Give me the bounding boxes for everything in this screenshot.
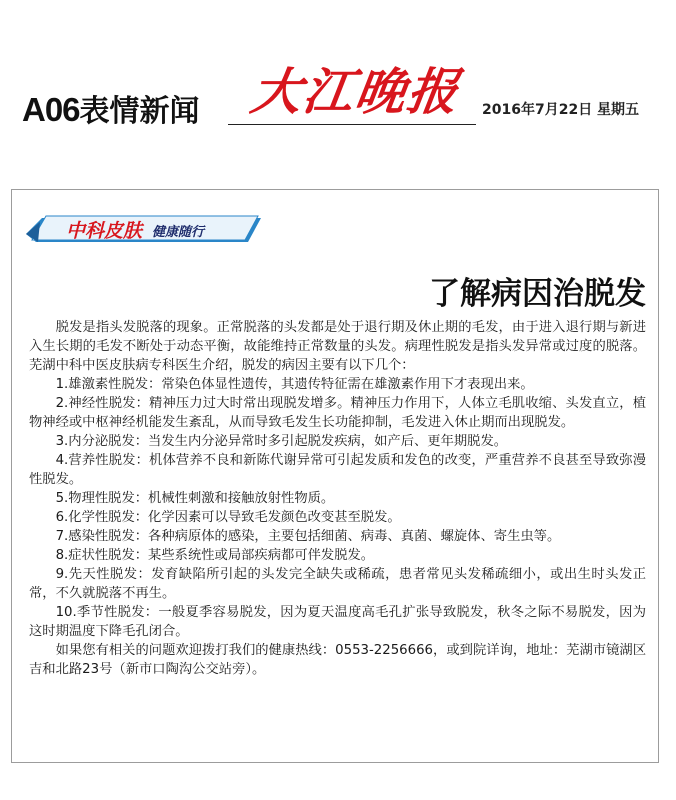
- column-banner: [26, 214, 261, 244]
- cause-item-8: 8.症状性脱发：某些系统性或局部疾病都可伴发脱发。: [55, 548, 375, 563]
- masthead-rule: [228, 124, 476, 125]
- cause-item-10: 10.季节性脱发：一般夏季容易脱发，因为夏天温度高毛孔扩张导致脱发，秋冬之际不易脱发，因为这时期温度下降毛孔闭合。: [29, 605, 646, 639]
- contact-info: 如果您有相关的问题欢迎拨打我们的健康热线：0553-2256666，或到院详询，地址：芜湖市镜湖区吉和北路23号（新市口陶沟公交站旁）。: [29, 643, 646, 677]
- cause-item-5: 5.物理性脱发：机械性刺激和接触放射性物质。: [55, 491, 335, 506]
- article-intro: 脱发是指头发脱落的现象。正常脱落的头发都是处于退行期及休止期的毛发，由于进入退行期与新进入生长期的毛发不断处于动态平衡，故能维持正常数量的头发。病理性脱发是指头发异常或过度的脱落。芜湖中科中医皮肤病专科医生介绍，脱发的病因主要有以下几个：: [29, 320, 646, 373]
- column-tagline: 健康随行: [152, 225, 205, 240]
- cause-item-3: 3.内分泌脱发：当发生内分泌异常时多引起脱发疾病，如产后、更年期脱发。: [55, 434, 508, 449]
- newspaper-masthead: [0, 0, 676, 140]
- section-name: 表情新闻: [79, 94, 200, 129]
- article-body: [29, 318, 646, 679]
- cause-item-2: 2.神经性脱发：精神压力过大时常出现脱发增多。精神压力作用下，人体立毛肌收缩、头发直立，植物神经或中枢神经机能发生紊乱，从而导致毛发生长功能抑制，毛发进入休止期而出现脱发。: [29, 396, 646, 430]
- page-number: A06: [22, 91, 80, 128]
- banner-ribbon-icon: [26, 214, 261, 244]
- cause-item-1: 1.雄激素性脱发：常染色体显性遗传，其遗传特征需在雄激素作用下才表现出来。: [55, 377, 534, 392]
- page-label: [22, 86, 200, 130]
- cause-item-4: 4.营养性脱发：机体营养不良和新陈代谢异常可引起发质和发色的改变，严重营养不良甚至导致弥漫性脱发。: [29, 453, 646, 487]
- cause-item-9: 9.先天性脱发：发育缺陷所引起的头发完全缺失或稀疏，患者常见头发稀疏细小，或出生时头发正常，不久就脱落不再生。: [29, 567, 646, 601]
- issue-date: 2016年7月22日 星期五: [482, 102, 640, 118]
- cause-item-7: 7.感染性脱发：各种病原体的感染，主要包括细菌、病毒、真菌、螺旋体、寄生虫等。: [55, 529, 561, 544]
- article-headline: 了解病因治脱发: [429, 276, 646, 312]
- cause-item-6: 6.化学性脱发：化学因素可以导致毛发颜色改变甚至脱发。: [55, 510, 401, 525]
- newspaper-logo: 大江晚报: [247, 62, 464, 121]
- column-brand: 中科皮肤: [66, 220, 143, 242]
